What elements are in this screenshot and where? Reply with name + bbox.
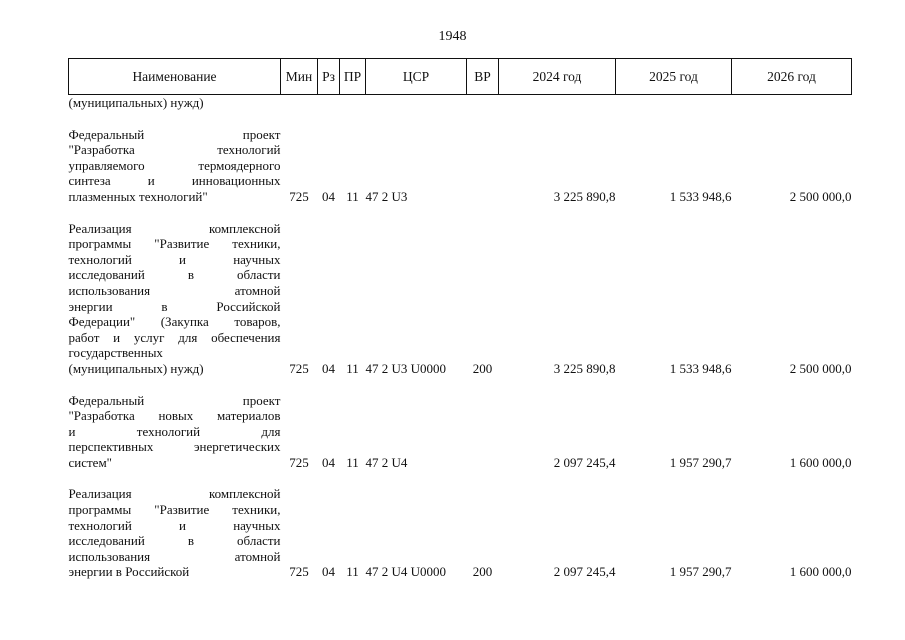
header-2026: 2026 год <box>732 59 852 95</box>
row-name-line: Федеральный проект <box>68 126 281 142</box>
header-csr: ЦСР <box>366 59 467 95</box>
row-name-line: Федеральный проект <box>68 392 281 408</box>
row-name-line: использования атомной <box>68 548 281 564</box>
row-name-line: технологий и научных <box>68 251 281 267</box>
row-csr: 47 2 U3 U0000 <box>365 360 447 376</box>
row-name-line: перспективных энергетических <box>68 439 281 455</box>
table-row <box>69 486 852 580</box>
row-rz: 04 <box>322 360 335 376</box>
row-name-line: (муниципальных) нужд) <box>68 360 204 376</box>
row-name <box>69 221 281 377</box>
table-row <box>69 393 852 471</box>
row-name <box>69 127 281 205</box>
row-pr: 11 <box>346 564 359 580</box>
row-name-line: программы "Развитие техники, <box>68 236 281 252</box>
row-name-line: исследований в области <box>68 533 281 549</box>
row-pr: 11 <box>346 454 359 470</box>
row-name-line: "Разработка новых материалов <box>68 408 281 424</box>
budget-table <box>68 58 852 580</box>
row-rz: 04 <box>322 564 335 580</box>
row-name <box>69 486 281 580</box>
row-vr <box>467 127 499 205</box>
header-vr: ВР <box>467 59 499 95</box>
row-min: 725 <box>289 454 309 470</box>
row-name-line: систем" <box>68 454 112 470</box>
row-name-line: технологий и научных <box>68 517 281 533</box>
row-name-line: энергии в Российской <box>68 564 190 580</box>
row-name-line: плазменных технологий" <box>68 188 208 204</box>
row-2026: 2 500 000,0 <box>789 360 852 376</box>
row-2024: 3 225 890,8 <box>553 360 616 376</box>
row-name-line: "Разработка технологий <box>68 142 281 158</box>
row-name-line: работ и услуг для обеспечения <box>68 329 281 345</box>
row-2026: 1 600 000,0 <box>789 564 852 580</box>
header-min: Мин <box>281 59 318 95</box>
row-name-line: Федерации" (Закупка товаров, <box>68 314 281 330</box>
row-2025: 1 957 290,7 <box>669 454 732 470</box>
header-pr: ПР <box>340 59 366 95</box>
row-name-line: энергии в Российской <box>68 298 281 314</box>
row-2026: 2 500 000,0 <box>789 188 852 204</box>
table-row <box>69 221 852 377</box>
row-vr <box>467 393 499 471</box>
row-name-line: управляемого термоядерного <box>68 157 281 173</box>
row-name-line: Реализация комплексной <box>68 486 281 502</box>
row-name-line: государственных <box>68 345 163 361</box>
row-2025: 1 957 290,7 <box>669 564 732 580</box>
row-min: 725 <box>289 188 309 204</box>
row-2026: 1 600 000,0 <box>789 454 852 470</box>
row-min: 725 <box>289 360 309 376</box>
row-2025: 1 533 948,6 <box>669 360 732 376</box>
row-csr: 47 2 U4 U0000 <box>365 564 447 580</box>
row-name-line: использования атомной <box>68 282 281 298</box>
row-name-line: синтеза и инновационных <box>68 173 281 189</box>
row-pr: 11 <box>346 360 359 376</box>
row-vr: 200 <box>472 564 493 580</box>
row-csr: 47 2 U4 <box>365 454 408 470</box>
table-header-row <box>69 59 852 95</box>
row-rz: 04 <box>322 188 335 204</box>
row-name-line: Реализация комплексной <box>68 220 281 236</box>
row-2024: 2 097 245,4 <box>553 454 616 470</box>
row-2024: 2 097 245,4 <box>553 564 616 580</box>
row-rz: 04 <box>322 454 335 470</box>
row-2025: 1 533 948,6 <box>669 188 732 204</box>
row-name <box>69 393 281 471</box>
table-row <box>69 127 852 205</box>
row-vr: 200 <box>472 360 493 376</box>
row-name-line: исследований в области <box>68 267 281 283</box>
header-name: Наименование <box>69 59 281 95</box>
row-2024: 3 225 890,8 <box>553 188 616 204</box>
row-min: 725 <box>289 564 309 580</box>
row-csr: 47 2 U3 <box>365 188 408 204</box>
row-name-line: и технологий для <box>68 423 281 439</box>
page-number: 1948 <box>438 29 467 44</box>
continuation-text: (муниципальных) нужд) <box>68 95 204 110</box>
continuation-row <box>69 95 852 111</box>
row-pr: 11 <box>346 188 359 204</box>
table-body <box>69 95 852 581</box>
header-rz: Рз <box>318 59 340 95</box>
header-2025: 2025 год <box>616 59 732 95</box>
row-name-line: программы "Развитие техники, <box>68 502 281 518</box>
header-2024: 2024 год <box>499 59 616 95</box>
